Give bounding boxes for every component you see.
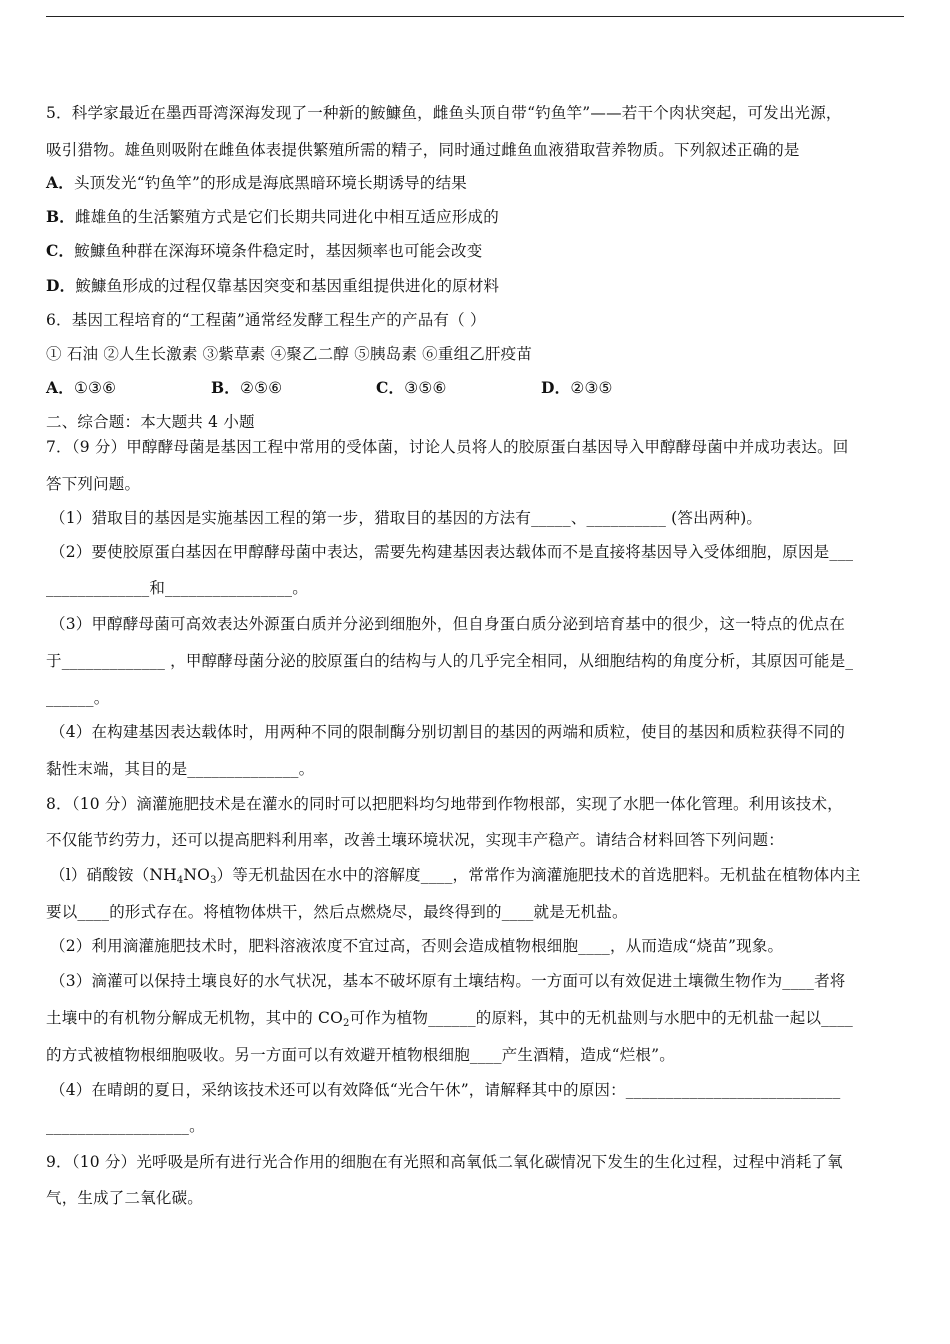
q7-part1: （1）猎取目的基因是实施基因工程的第一步，猎取目的基因的方法有_____、__________ (答出两种)。: [50, 509, 763, 527]
q5-stem-line1: 5．科学家最近在墨西哥湾深海发现了一种新的鮟鱇鱼，雌鱼头顶自带“钓鱼竿”——若干个肉状突起，可发出光源，: [46, 104, 842, 122]
q9-stem-line2: 气，生成了二氧化碳。: [46, 1189, 204, 1207]
q8-part3-line2-sub: 2: [343, 1018, 350, 1029]
q8-part1-line2: 要以____的形式存在。将植物体烘干，然后点燃烧尽，最终得到的____就是无机盐。: [46, 903, 628, 921]
option-text: 鮟鱇鱼形成的过程仅靠基因突变和基因重组提供进化的原材料: [75, 277, 500, 295]
q5-option-d: [46, 276, 906, 296]
option-label: D．: [541, 378, 571, 397]
q7-part3-line1: （3）甲醇酵母菌可高效表达外源蛋白质并分泌到细胞外，但自身蛋白质分泌到培育基中的很少，这一特点的优点在: [50, 615, 846, 633]
q6-option-a: [46, 378, 116, 398]
option-label: B．: [46, 207, 76, 226]
q8-part4-line2: __________________。: [46, 1117, 205, 1135]
q9-stem-line1: 9．（10 分）光呼吸是所有进行光合作用的细胞在有光照和高氧低二氧化碳情况下发生的生化过程，过程中消耗了氧: [46, 1153, 843, 1171]
q7-part2-line2: _____________和________________。: [46, 579, 308, 597]
option-text: 头顶发光“钓鱼竿”的形成是海底黑暗环境长期诱导的结果: [73, 174, 467, 192]
q6-option-b: [211, 378, 282, 398]
q8-part1-post: ）等无机盐因在水中的溶解度____，常常作为滴灌施肥技术的首选肥料。无机盐在植物体内主: [216, 866, 861, 884]
q7-part3-line2: 于_____________ ，甲醇酵母菌分泌的胶原蛋白的结构与人的几乎完全相同，从细胞结构的角度分析，其原因可能是_: [46, 652, 854, 670]
q5-option-b: [46, 207, 906, 227]
q8-part1-sub1: 4: [176, 875, 184, 886]
q5-option-a: [46, 173, 906, 193]
q8-part2: （2）利用滴灌施肥技术时，肥料溶液浓度不宜过高，否则会造成植物根细胞____，从而造成“烧苗”现象。: [50, 937, 784, 955]
q8-part4-line1: （4）在晴朗的夏日，采纳该技术还可以有效降低“光合午休”，请解释其中的原因：___________________________: [50, 1081, 841, 1099]
q5-option-c: [46, 241, 906, 261]
q7-part4-line1: （4）在构建基因表达载体时，用两种不同的限制酶分别切割目的基因的两端和质粒，使目的基因和质粒获得不同的: [50, 723, 846, 741]
option-text: 鮟鱇鱼种群在深海环境条件稳定时，基因频率也可能会改变: [74, 242, 483, 260]
header-rule: [46, 16, 904, 17]
q6-options: [46, 378, 906, 398]
q7-part3-line3: ______。: [46, 689, 110, 707]
q7-part4-line2: 黏性末端，其目的是______________。: [46, 760, 315, 778]
option-text: ③⑤⑥: [404, 379, 447, 397]
option-text: ②⑤⑥: [240, 379, 283, 397]
q7-part2-line1: （2）要使胶原蛋白基因在甲醇酵母菌中表达，需要先构建基因表达载体而不是直接将基因导入受体细胞，原因是___: [50, 543, 854, 561]
option-label: D．: [46, 276, 76, 295]
q7-stem-line2: 答下列问题。: [46, 475, 141, 493]
section-heading: 二、综合题：本大题共 4 小题: [46, 413, 255, 431]
q8-part3-line1: （3）滴灌可以保持土壤良好的水气状况，基本不破坏原有土壤结构。一方面可以有效促进土壤微生物作为____者将: [50, 972, 846, 990]
option-label: A．: [46, 173, 74, 192]
q6-option-c: [376, 378, 447, 398]
q8-part3-line2: [46, 1008, 906, 1028]
q8-part1-sub2: 3: [210, 875, 217, 886]
q6-items: ① 石油 ②人生长激素 ③紫草素 ④聚乙二醇 ⑤胰岛素 ⑥重组乙肝疫苗: [46, 345, 533, 363]
q8-part3-line2-post: 可作为植物______的原料，其中的无机盐则与水肥中的无机盐一起以____: [349, 1009, 853, 1027]
option-text: 雌雄鱼的生活繁殖方式是它们长期共同进化中相互适应形成的: [75, 208, 499, 226]
q8-part3-line2-pre: 土壤中的有机物分解成无机物，其中的 CO: [46, 1009, 343, 1027]
q8-part1-mid: NO: [183, 866, 211, 884]
q8-stem-line1: 8．（10 分）滴灌施肥技术是在灌水的同时可以把肥料均匀地带到作物根部，实现了水肥一体化管理。利用该技术，: [46, 795, 843, 813]
option-text: ①③⑥: [73, 379, 117, 397]
option-label: C．: [46, 241, 75, 260]
q7-stem-line1: 7．（9 分）甲醇酵母菌是基因工程中常用的受体菌，讨论人员将人的胶原蛋白基因导入甲醇酵母菌中并成功表达。回: [46, 438, 849, 456]
option-label: C．: [376, 378, 405, 397]
q8-part1-line1: [50, 865, 910, 885]
option-text: ②③⑤: [570, 379, 613, 397]
q8-part3-line3: 的方式被植物根细胞吸收。另一方面可以有效避开植物根细胞____产生酒精，造成“烂根”。: [46, 1046, 675, 1064]
q8-stem-line2: 不仅能节约劳力，还可以提高肥料利用率，改善土壤环境状况，实现丰产稳产。请结合材料回答下列问题：: [46, 831, 784, 849]
q6-stem: 6．基因工程培育的“工程菌”通常经发酵工程生产的产品有（ ）: [46, 311, 486, 329]
option-label: A．: [46, 378, 74, 397]
option-label: B．: [211, 378, 241, 397]
q8-part1-pre: （l）硝酸铵（NH: [50, 866, 177, 884]
q5-stem-line2: 吸引猎物。雄鱼则吸附在雌鱼体表提供繁殖所需的精子，同时通过雌鱼血液猎取营养物质。下列叙述正确的是: [46, 141, 800, 159]
q6-option-d: [541, 378, 613, 398]
